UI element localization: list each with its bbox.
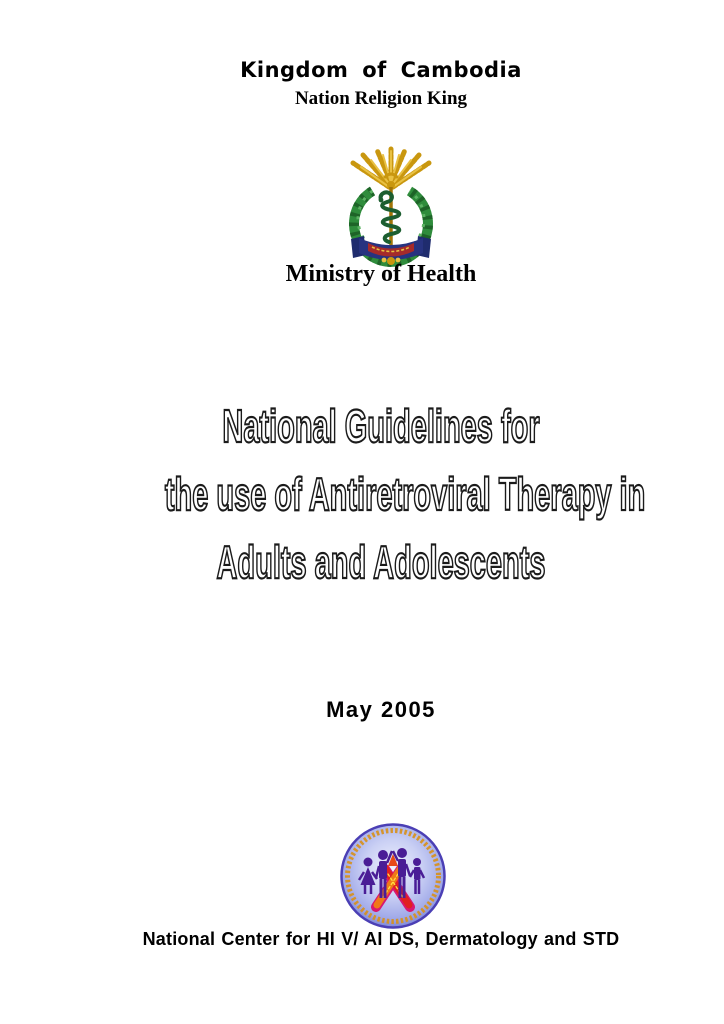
nchads-logo-icon — [338, 822, 448, 930]
emblem-staff-and-snake — [379, 187, 400, 245]
emblem-gold-rays — [353, 147, 429, 189]
title-line-3: Adults and Adolescents — [216, 536, 546, 588]
publication-date: May 2005 — [326, 697, 436, 722]
title-line-1: National Guidelines for — [222, 400, 540, 452]
title-line-2: the use of Antiretroviral Therapy in — [164, 468, 646, 520]
kingdom-title: Kingdom of Cambodia — [240, 58, 522, 82]
document-title — [38, 392, 724, 596]
publisher-name: National Center for HI V/ AI DS, Dermatology and STD — [142, 929, 620, 949]
ministry-of-health-emblem-icon — [331, 143, 451, 267]
national-motto: Nation Religion King — [294, 88, 468, 109]
ministry-title: Ministry of Health — [285, 261, 477, 287]
